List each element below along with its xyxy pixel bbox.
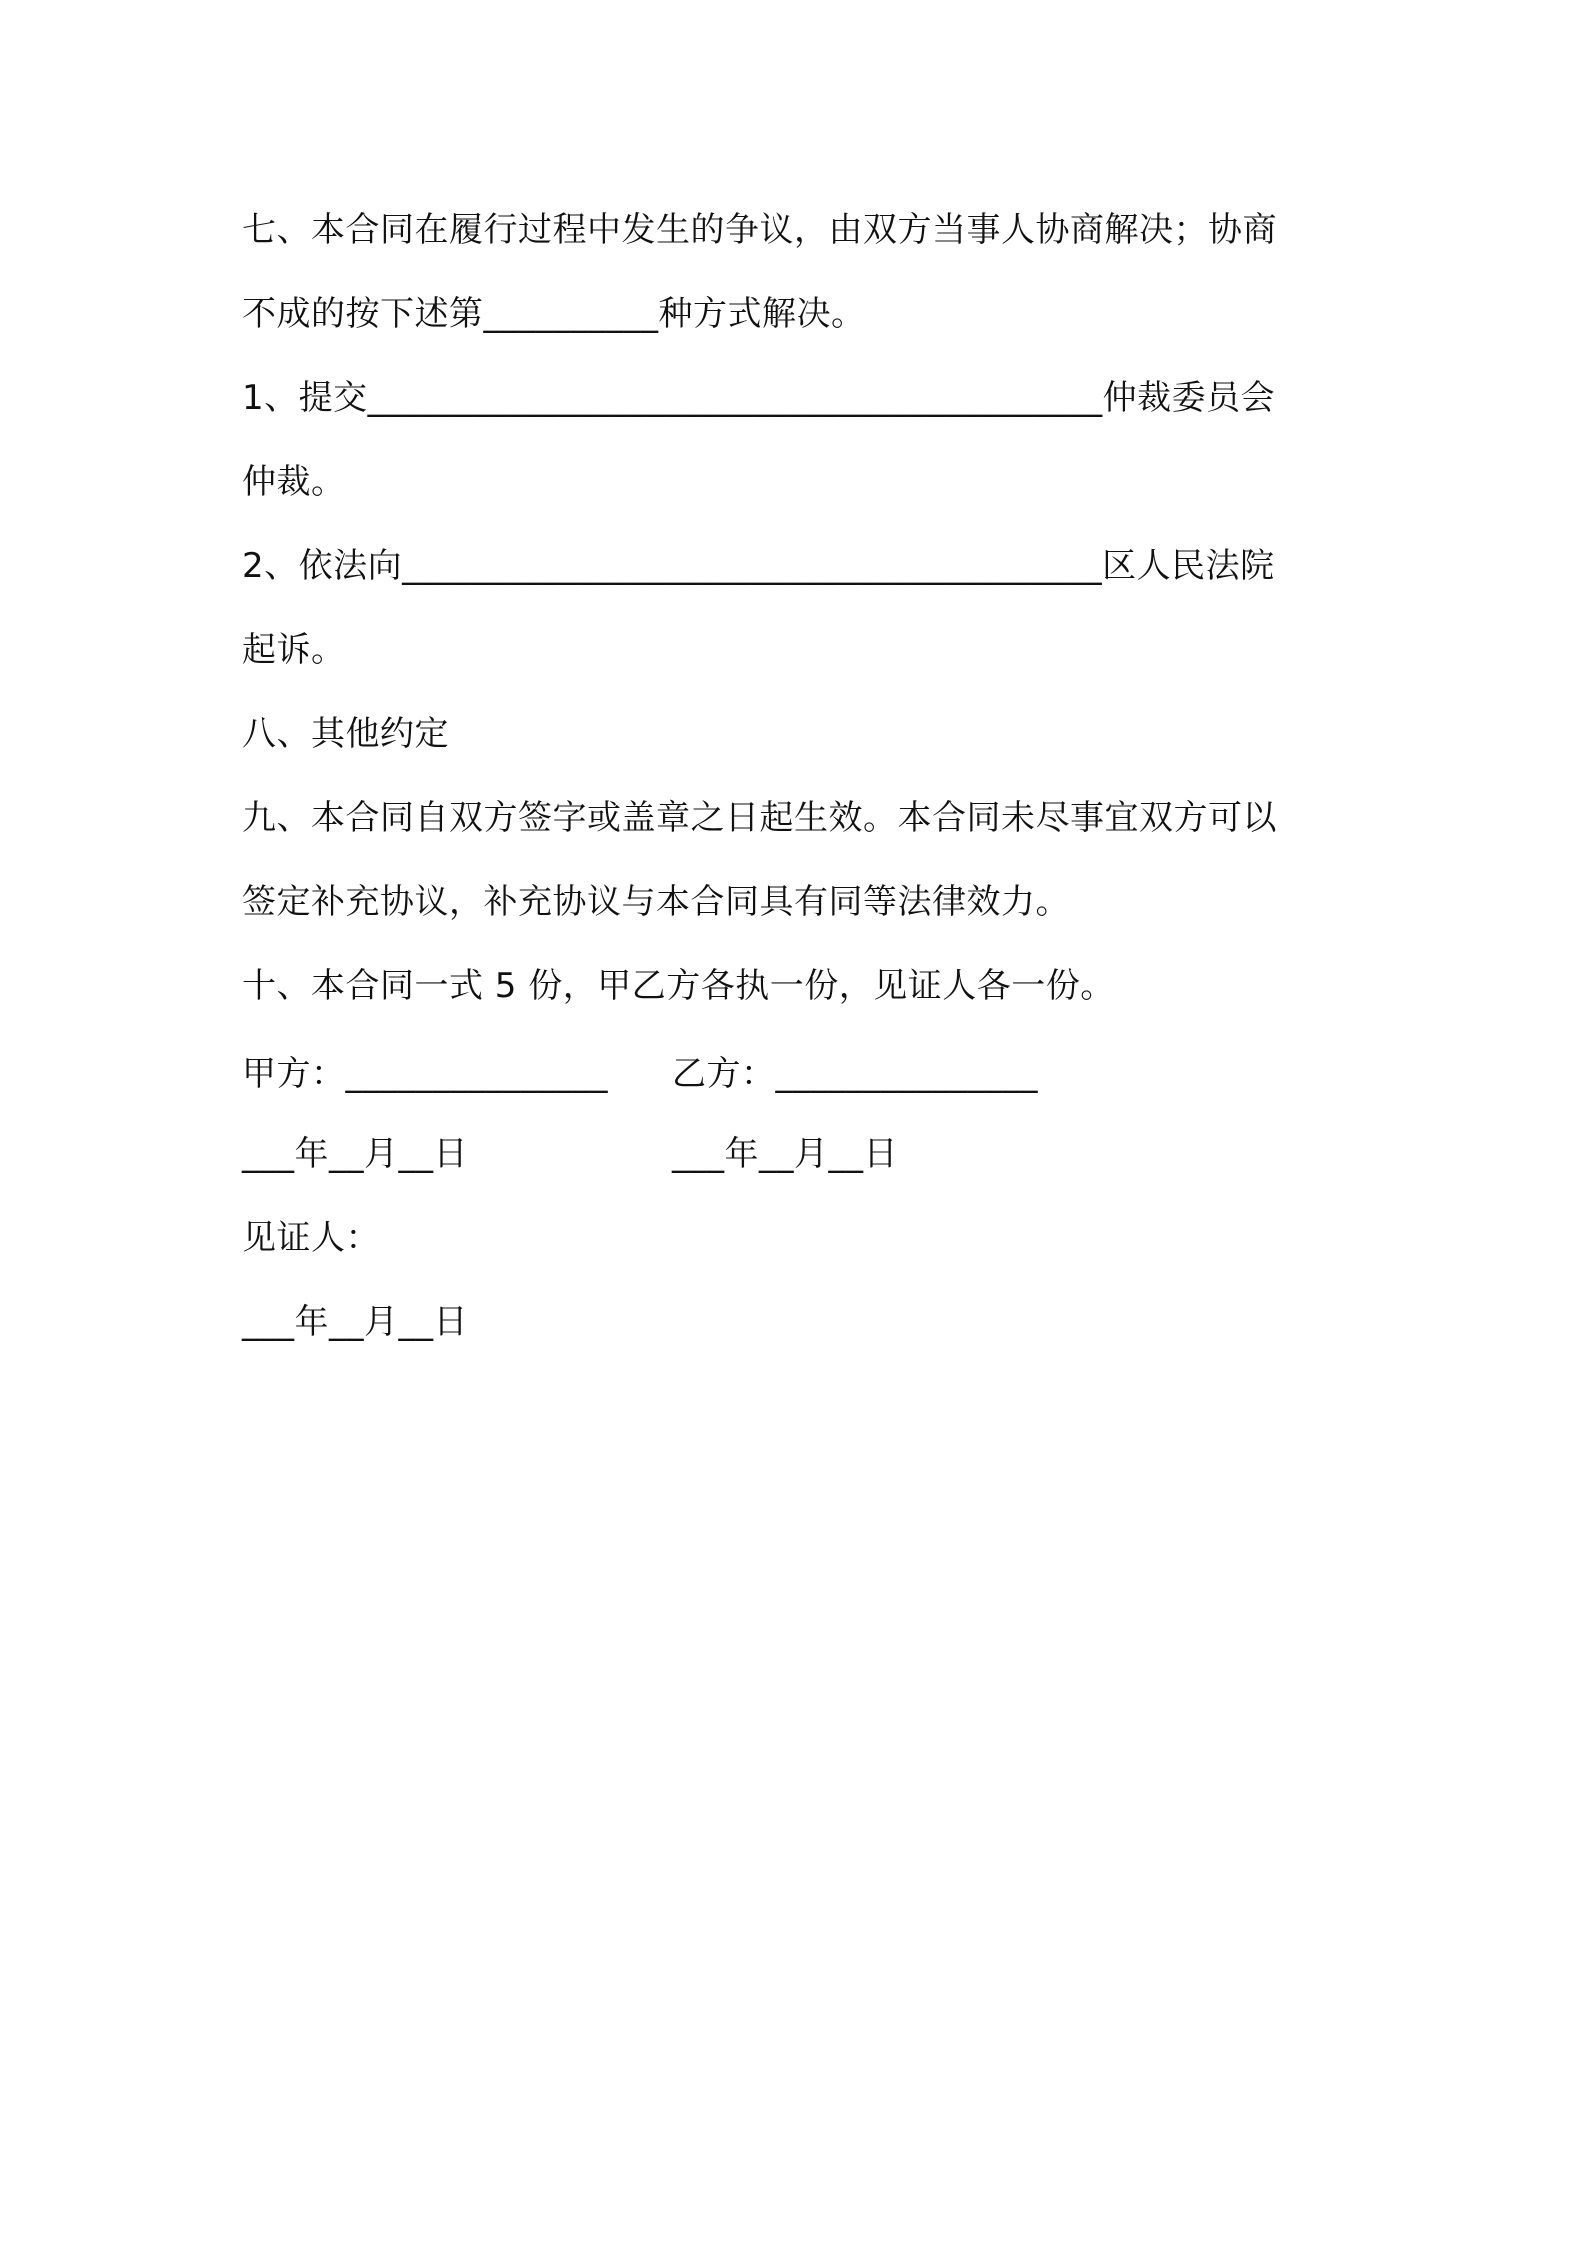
witness-date: ___年__月__日 bbox=[242, 1302, 468, 1342]
clause-7-option-2-line-2: 起诉。 bbox=[242, 630, 346, 670]
party-b-signature: 乙方：_______________ bbox=[672, 1054, 1038, 1094]
clause-7-line-1: 七、本合同在履行过程中发生的争议，由双方当事人协商解决；协商 bbox=[242, 210, 1277, 250]
clause-9-line-2: 签定补充协议，补充协议与本合同具有同等法律效力。 bbox=[242, 882, 1070, 922]
clause-7-line-2: 不成的按下述第__________种方式解决。 bbox=[242, 294, 866, 334]
clause-9-line-1: 九、本合同自双方签字或盖章之日起生效。本合同未尽事宜双方可以 bbox=[242, 798, 1277, 838]
clause-7-option-2-line-1: 2、依法向________________________________________区人民法院 bbox=[242, 546, 1275, 586]
clause-10: 十、本合同一式 5 份，甲乙方各执一份，见证人各一份。 bbox=[242, 966, 1115, 1006]
clause-7-option-1-line-2: 仲裁。 bbox=[242, 462, 346, 502]
clause-7-option-1-line-1: 1、提交__________________________________________仲裁委员会 bbox=[242, 378, 1276, 418]
clause-8-heading: 八、其他约定 bbox=[242, 714, 449, 754]
party-b-date: ___年__月__日 bbox=[672, 1134, 898, 1174]
party-a-date: ___年__月__日 bbox=[242, 1134, 468, 1174]
party-a-signature: 甲方：_______________ bbox=[242, 1054, 608, 1094]
witness-label: 见证人： bbox=[242, 1218, 380, 1258]
